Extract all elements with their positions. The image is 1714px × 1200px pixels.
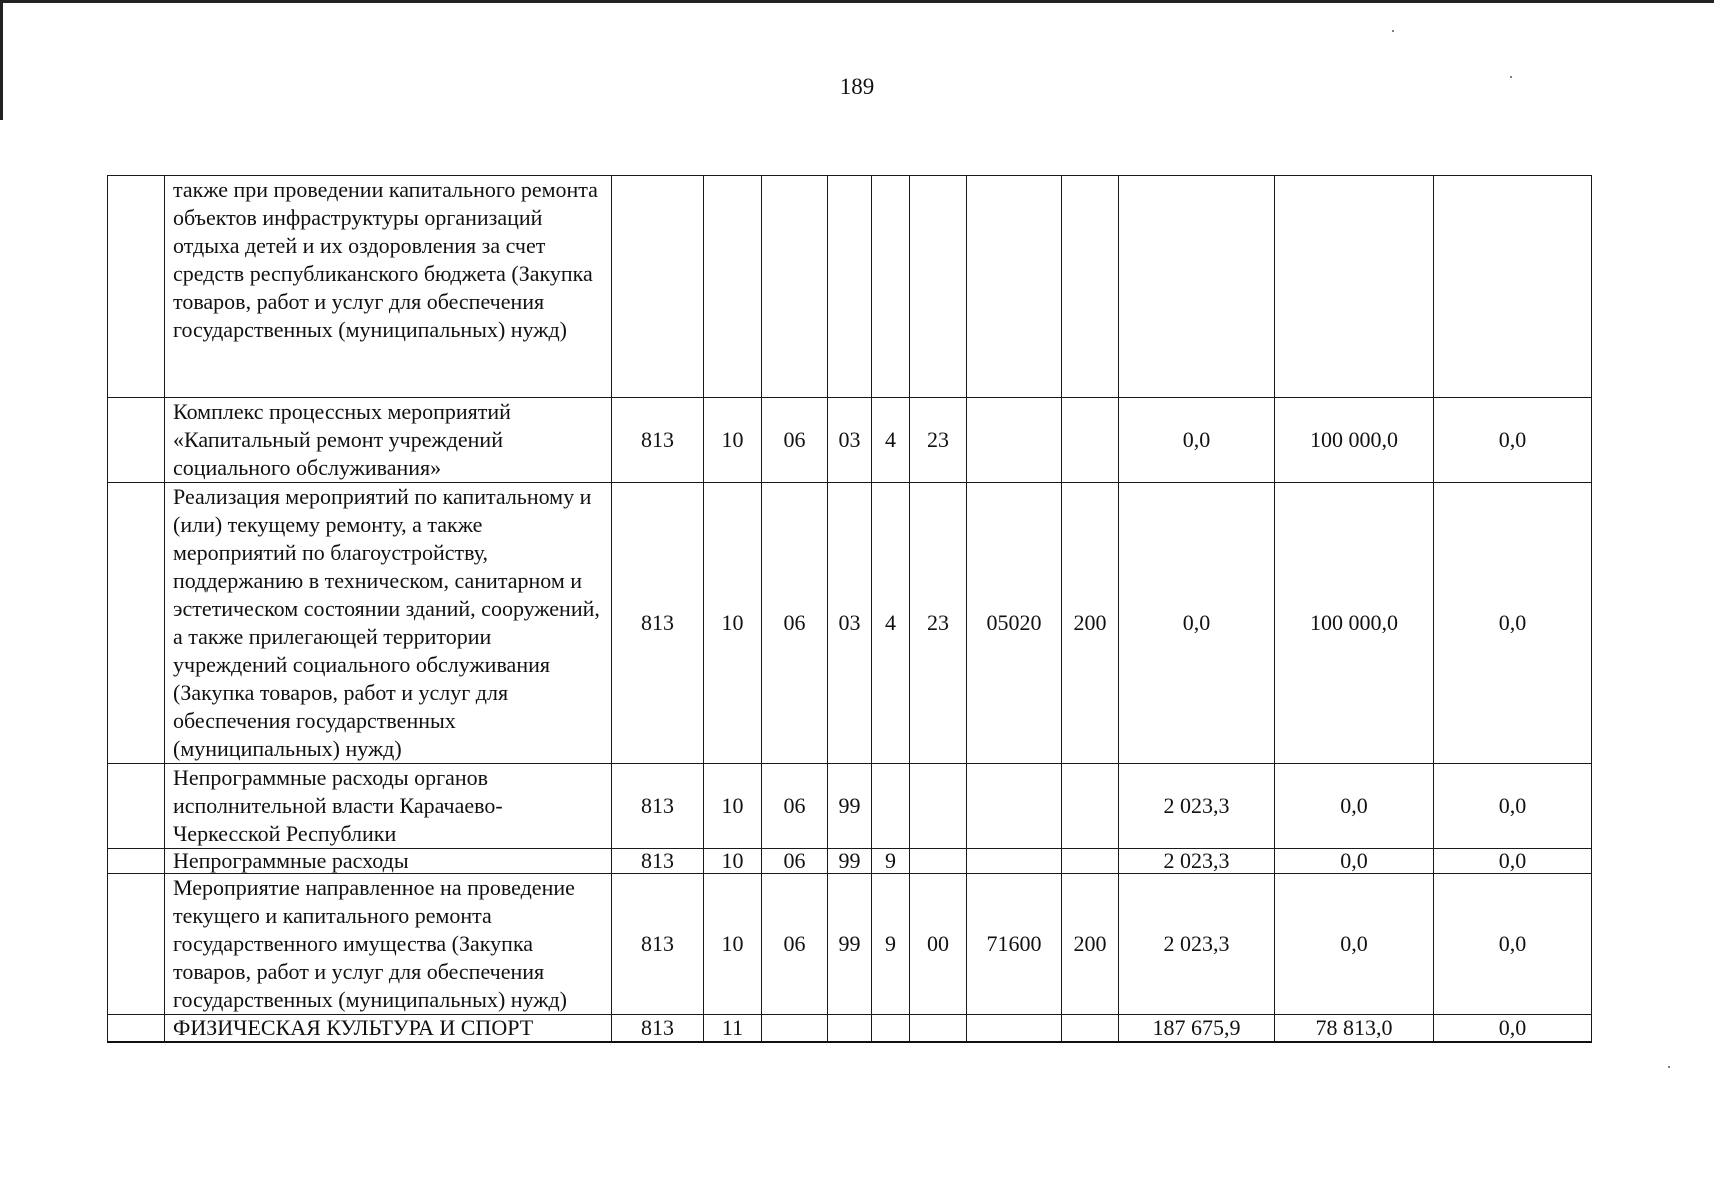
row-name: ФИЗИЧЕСКАЯ КУЛЬТУРА И СПОРТ bbox=[165, 1015, 612, 1043]
subsection-code bbox=[762, 1015, 828, 1043]
table-row bbox=[108, 1015, 1592, 1043]
section-code: 10 bbox=[704, 849, 762, 874]
row-index-cell bbox=[108, 849, 165, 874]
row-index-cell bbox=[108, 764, 165, 849]
amount-year-2: 0,0 bbox=[1275, 849, 1434, 874]
target-code-4 bbox=[967, 176, 1062, 398]
target-code-4: 71600 bbox=[967, 874, 1062, 1015]
target-code-1: 03 bbox=[828, 483, 872, 764]
section-code: 10 bbox=[704, 483, 762, 764]
table-row bbox=[108, 874, 1592, 1015]
row-index-cell bbox=[108, 483, 165, 764]
row-name: Реализация мероприятий по капитальному и (или) текущему ремонту, а также мероприятий по благоустройству, поддержанию в техническом, санитарном и эстетическом состоянии зданий, сооружений, а также прилегающей территории учреждений социального обслуживания (Закупка товаров, работ и услуг для обеспечения государственных (муниципальных) нужд) bbox=[165, 483, 612, 764]
amount-year-3: 0,0 bbox=[1434, 1015, 1592, 1043]
subsection-code: 06 bbox=[762, 764, 828, 849]
amount-year-2: 0,0 bbox=[1275, 764, 1434, 849]
scan-edge-top bbox=[0, 0, 1714, 3]
budget-table bbox=[107, 175, 1592, 1043]
table-row bbox=[108, 398, 1592, 483]
target-code-4 bbox=[967, 849, 1062, 874]
target-code-4 bbox=[967, 1015, 1062, 1043]
section-code: 11 bbox=[704, 1015, 762, 1043]
expense-type-code: 200 bbox=[1062, 874, 1119, 1015]
amount-year-1 bbox=[1119, 176, 1275, 398]
amount-year-3: 0,0 bbox=[1434, 764, 1592, 849]
amount-year-1: 2 023,3 bbox=[1119, 874, 1275, 1015]
subsection-code: 06 bbox=[762, 849, 828, 874]
target-code-4 bbox=[967, 398, 1062, 483]
amount-year-3: 0,0 bbox=[1434, 849, 1592, 874]
target-code-4 bbox=[967, 764, 1062, 849]
subsection-code bbox=[762, 176, 828, 398]
table-row bbox=[108, 849, 1592, 874]
amount-year-1: 2 023,3 bbox=[1119, 849, 1275, 874]
row-index-cell bbox=[108, 874, 165, 1015]
amount-year-2: 100 000,0 bbox=[1275, 483, 1434, 764]
table-row bbox=[108, 176, 1592, 398]
amount-year-3: 0,0 bbox=[1434, 483, 1592, 764]
target-code-3: 23 bbox=[910, 398, 967, 483]
target-code-3 bbox=[910, 176, 967, 398]
subsection-code: 06 bbox=[762, 398, 828, 483]
subsection-code: 06 bbox=[762, 483, 828, 764]
table-row bbox=[108, 483, 1592, 764]
row-name: Непрограммные расходы bbox=[165, 849, 612, 874]
amount-year-3 bbox=[1434, 176, 1592, 398]
amount-year-1: 0,0 bbox=[1119, 483, 1275, 764]
amount-year-3: 0,0 bbox=[1434, 398, 1592, 483]
expense-type-code bbox=[1062, 176, 1119, 398]
ved-code: 813 bbox=[612, 874, 704, 1015]
expense-type-code bbox=[1062, 1015, 1119, 1043]
target-code-3: 00 bbox=[910, 874, 967, 1015]
target-code-3 bbox=[910, 764, 967, 849]
row-index-cell bbox=[108, 398, 165, 483]
ved-code bbox=[612, 176, 704, 398]
target-code-1: 99 bbox=[828, 874, 872, 1015]
amount-year-3: 0,0 bbox=[1434, 874, 1592, 1015]
target-code-2: 4 bbox=[872, 398, 910, 483]
ved-code: 813 bbox=[612, 1015, 704, 1043]
target-code-1 bbox=[828, 176, 872, 398]
section-code: 10 bbox=[704, 874, 762, 1015]
section-code bbox=[704, 176, 762, 398]
target-code-4: 05020 bbox=[967, 483, 1062, 764]
expense-type-code bbox=[1062, 849, 1119, 874]
target-code-2 bbox=[872, 1015, 910, 1043]
target-code-3 bbox=[910, 849, 967, 874]
scan-edge-left bbox=[0, 0, 3, 120]
ved-code: 813 bbox=[612, 398, 704, 483]
section-code: 10 bbox=[704, 764, 762, 849]
ved-code: 813 bbox=[612, 764, 704, 849]
ved-code: 813 bbox=[612, 849, 704, 874]
target-code-3 bbox=[910, 1015, 967, 1043]
ved-code: 813 bbox=[612, 483, 704, 764]
target-code-2: 9 bbox=[872, 874, 910, 1015]
table-row bbox=[108, 764, 1592, 849]
target-code-1: 99 bbox=[828, 764, 872, 849]
target-code-2 bbox=[872, 176, 910, 398]
subsection-code: 06 bbox=[762, 874, 828, 1015]
row-name: Мероприятие направленное на проведение текущего и капитального ремонта государственного имущества (Закупка товаров, работ и услуг для обеспечения государственных (муниципальных) нужд) bbox=[165, 874, 612, 1015]
amount-year-1: 2 023,3 bbox=[1119, 764, 1275, 849]
page-number: 189 bbox=[839, 74, 875, 99]
row-index-cell bbox=[108, 1015, 165, 1043]
expense-type-code: 200 bbox=[1062, 483, 1119, 764]
target-code-1 bbox=[828, 1015, 872, 1043]
row-name: Непрограммные расходы органов исполнительной власти Карачаево-Черкесской Республики bbox=[165, 764, 612, 849]
target-code-3: 23 bbox=[910, 483, 967, 764]
expense-type-code bbox=[1062, 764, 1119, 849]
target-code-1: 03 bbox=[828, 398, 872, 483]
target-code-2: 4 bbox=[872, 483, 910, 764]
row-index-cell bbox=[108, 176, 165, 398]
amount-year-2 bbox=[1275, 176, 1434, 398]
section-code: 10 bbox=[704, 398, 762, 483]
row-name: также при проведении капитального ремонта объектов инфраструктуры организаций отдыха детей и их оздоровления за счет средств республиканского бюджета (Закупка товаров, работ и услуг для обеспечения государственных (муниципальных) нужд) bbox=[165, 176, 612, 398]
scan-speck bbox=[1668, 1066, 1670, 1068]
row-name: Комплекс процессных мероприятий «Капитальный ремонт учреждений социального обслуживания» bbox=[165, 398, 612, 483]
amount-year-2: 0,0 bbox=[1275, 874, 1434, 1015]
scan-speck bbox=[1392, 30, 1394, 32]
target-code-2 bbox=[872, 764, 910, 849]
expense-type-code bbox=[1062, 398, 1119, 483]
amount-year-1: 0,0 bbox=[1119, 398, 1275, 483]
amount-year-2: 100 000,0 bbox=[1275, 398, 1434, 483]
target-code-1: 99 bbox=[828, 849, 872, 874]
amount-year-2: 78 813,0 bbox=[1275, 1015, 1434, 1043]
target-code-2: 9 bbox=[872, 849, 910, 874]
amount-year-1: 187 675,9 bbox=[1119, 1015, 1275, 1043]
